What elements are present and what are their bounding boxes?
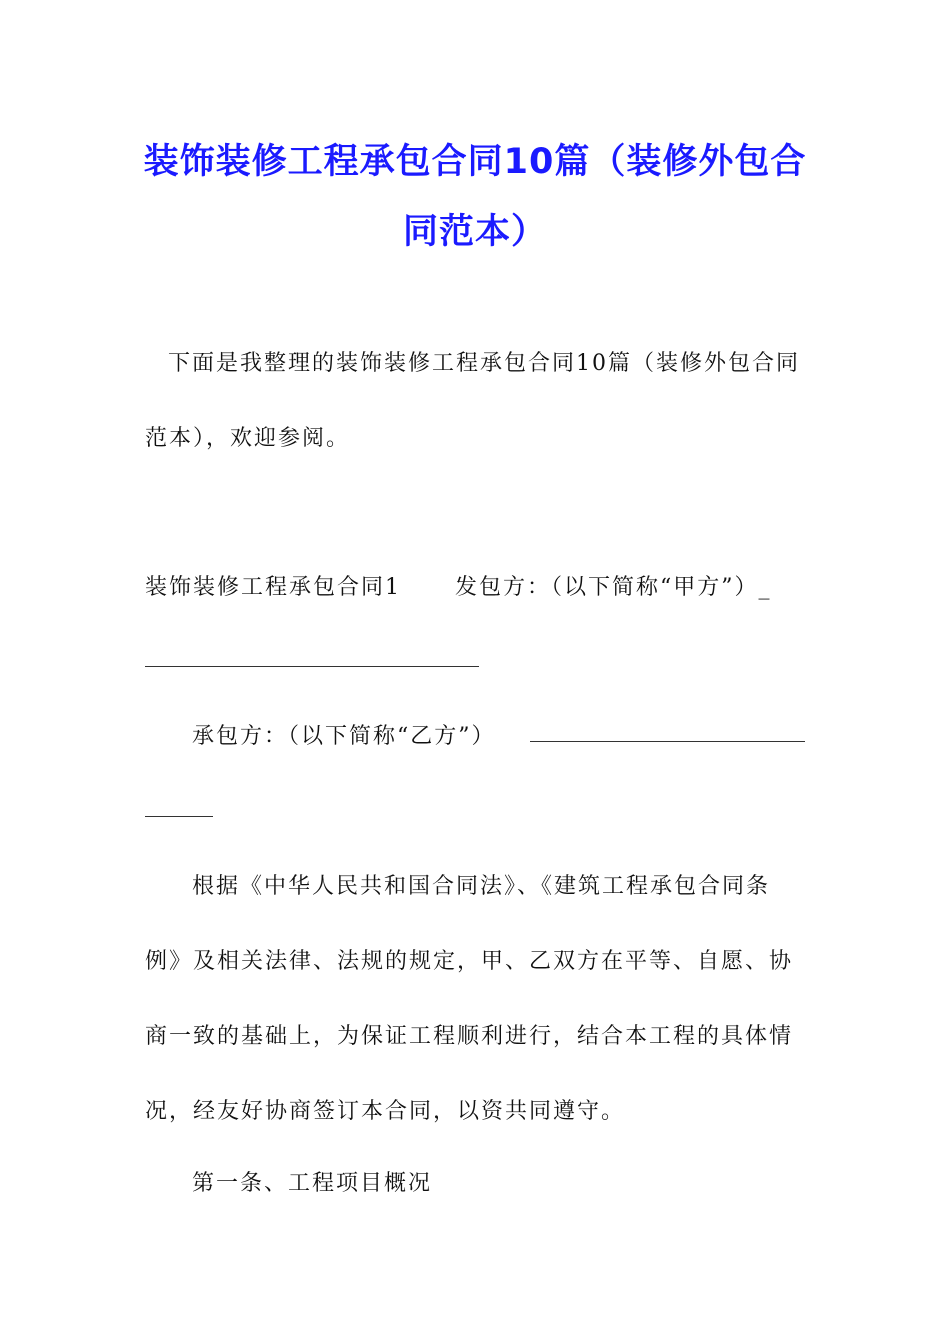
basis-line1: 根据《中华人民共和国合同法》、《建筑工程承包合同条 xyxy=(192,874,771,899)
document-title-line1: 装饰装修工程承包合同10篇（装修外包合 xyxy=(143,142,807,182)
basis-line4: 况，经友好协商签订本合同，以资共同遵守。 xyxy=(145,1099,626,1124)
party-b-blank-line xyxy=(530,741,805,742)
article1-title: 第一条、工程项目概况 xyxy=(192,1171,433,1196)
party-b-blank-line-cont xyxy=(145,816,213,817)
party-a-blank-line xyxy=(145,666,479,667)
contract-section-heading: 装饰装修工程承包合同1 xyxy=(145,575,401,600)
intro-line1: 下面是我整理的装饰装修工程承包合同10篇（装修外包合同 xyxy=(168,351,800,376)
intro-line2: 范本），欢迎参阅。 xyxy=(145,426,351,451)
basis-line2: 例》及相关法律、法规的规定，甲、乙双方在平等、自愿、协 xyxy=(145,949,794,974)
party-a-label: 发包方：（以下简称“甲方”）_ xyxy=(455,575,772,600)
document-title-line2: 同范本） xyxy=(402,212,547,252)
party-b-label: 承包方：（以下简称“乙方”） xyxy=(192,724,496,749)
basis-line3: 商一致的基础上，为保证工程顺利进行，结合本工程的具体情 xyxy=(145,1024,794,1049)
